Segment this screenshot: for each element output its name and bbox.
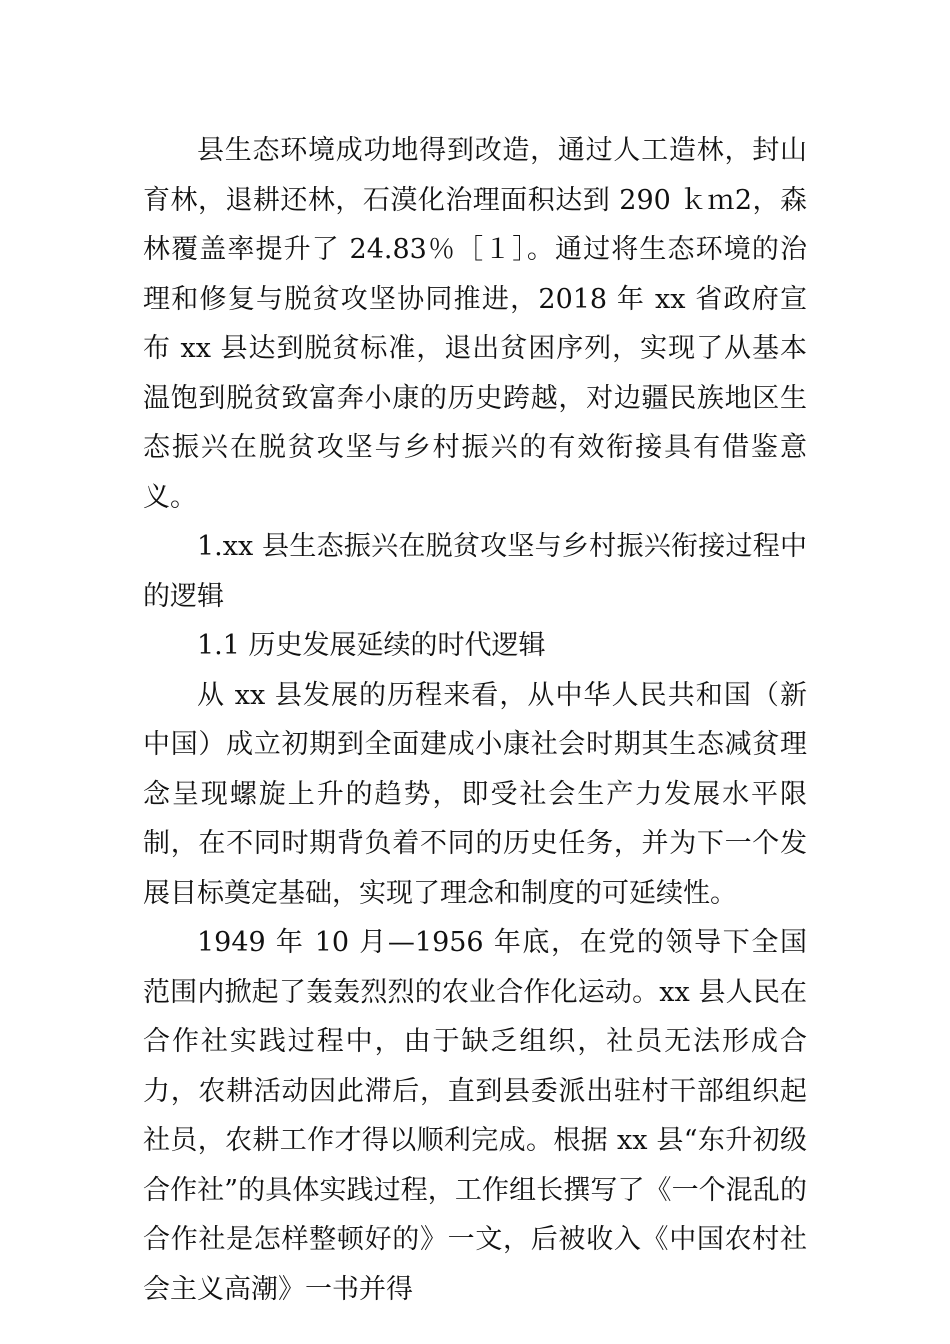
body-paragraph-continued: 县生态环境成功地得到改造，通过人工造林，封山育林，退耕还林，石漠化治理面积达到 290 ｋｍ2，森林覆盖率提升了 24.83％［１］。通过将生态环境的治理和修复与脱贫攻坚协同推进，2018 年 xx 省政府宣布 xx 县达到脱贫标准，退出贫困序列，实现了从基本温饱到脱贫致富奔小康的历史跨越，对边疆民族地区生态振兴在脱贫攻坚与乡村振兴的有效衔接具有借鉴意义。: [143, 135, 807, 513]
body-paragraph: 1949 年 10 月—1956 年底，在党的领导下全国范围内掀起了轰轰烈烈的农业合作化运动。xx 县人民在合作社实践过程中，由于缺乏组织，社员无法形成合力，农耕活动因此滞后，直到县委派出驻村干部组织起社员，农耕工作才得以顺利完成。根据 xx 县“东升初级合作社”的具体实践过程，工作组长撰写了《一个混乱的合作社是怎样整顿好的》一文，后被收入《中国农村社会主义高潮》一书并得: [143, 927, 807, 1305]
body-paragraph: 从 xx 县发展的历程来看，从中华人民共和国（新中国）成立初期到全面建成小康社会时期其生态减贫理念呈现螺旋上升的趋势，即受社会生产力发展水平限制，在不同时期背负着不同的历史任务，并为下一个发展目标奠定基础，实现了理念和制度的可延续性。: [143, 679, 807, 909]
section-heading-1: 1.xx 县生态振兴在脱贫攻坚与乡村振兴衔接过程中的逻辑: [143, 531, 807, 612]
section-heading-1-1: 1.1 历史发展延续的时代逻辑: [197, 630, 546, 661]
document-page: [143, 126, 807, 1314]
